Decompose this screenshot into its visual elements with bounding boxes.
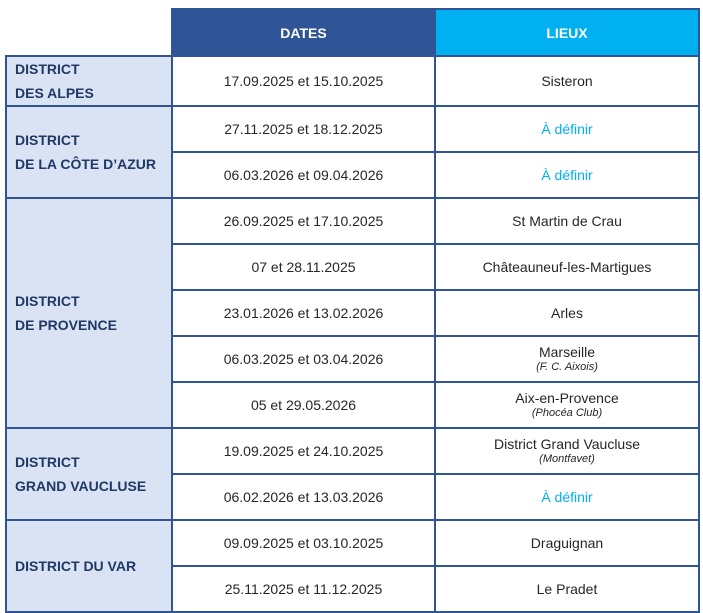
- district-name-line: DE PROVENCE: [15, 317, 117, 333]
- district-name-cell: [6, 428, 172, 520]
- location-tbd: À définir: [541, 488, 593, 505]
- dates-cell: 25.11.2025 et 11.12.2025: [172, 566, 435, 612]
- host-club: (Phocéa Club): [531, 407, 603, 419]
- location-name: Sisteron: [541, 72, 593, 89]
- table-row: [6, 520, 699, 566]
- location-cell: [435, 244, 699, 290]
- lieux-header: LIEUX: [435, 9, 699, 56]
- district-name-line: DES ALPES: [15, 85, 94, 101]
- host-club: (Montfavet): [539, 453, 595, 465]
- dates-cell: 06.03.2026 et 09.04.2026: [172, 152, 435, 198]
- dates-cell: 09.09.2025 et 03.10.2025: [172, 520, 435, 566]
- district-name-cell: [6, 56, 172, 106]
- location-name: St Martin de Crau: [512, 212, 622, 229]
- location-cell: [435, 428, 699, 474]
- dates-cell: 26.09.2025 et 17.10.2025: [172, 198, 435, 244]
- location-cell: [435, 198, 699, 244]
- host-club: (F. C. Aixois): [536, 361, 598, 373]
- dates-cell: 27.11.2025 et 18.12.2025: [172, 106, 435, 152]
- location-name: Le Pradet: [536, 580, 598, 597]
- dates-cell: 05 et 29.05.2026: [172, 382, 435, 428]
- location-cell: [435, 290, 699, 336]
- location-name: Arles: [551, 304, 583, 321]
- table-row: [6, 106, 699, 152]
- location-cell: [435, 56, 699, 106]
- dates-cell: 07 et 28.11.2025: [172, 244, 435, 290]
- schedule-body: [6, 56, 699, 612]
- district-name-line: DISTRICT: [15, 293, 80, 309]
- location-cell: [435, 566, 699, 612]
- table-row: [6, 428, 699, 474]
- location-name: Aix-en-Provence: [515, 390, 619, 406]
- district-name-line: DISTRICT: [15, 132, 80, 148]
- dates-header: DATES: [172, 9, 435, 56]
- location-cell: [435, 382, 699, 428]
- district-name-line: DE LA CÔTE D’AZUR: [15, 156, 157, 172]
- location-name: Marseille: [538, 344, 595, 360]
- district-name-cell: [6, 106, 172, 198]
- dates-cell: 06.02.2026 et 13.03.2026: [172, 474, 435, 520]
- location-tbd: À définir: [541, 166, 593, 183]
- location-cell: [435, 152, 699, 198]
- corner-cell: [6, 9, 172, 56]
- location-cell: [435, 106, 699, 152]
- dates-cell: 19.09.2025 et 24.10.2025: [172, 428, 435, 474]
- table-row: [6, 198, 699, 244]
- location-name: Draguignan: [530, 534, 604, 551]
- district-name-line: GRAND VAUCLUSE: [15, 478, 147, 494]
- district-name-line: DISTRICT: [15, 454, 80, 470]
- dates-cell: 06.03.2025 et 03.04.2026: [172, 336, 435, 382]
- location-cell: [435, 336, 699, 382]
- district-name-line: DISTRICT DU VAR: [15, 558, 137, 574]
- district-name-cell: [6, 198, 172, 428]
- location-cell: [435, 520, 699, 566]
- location-tbd: À définir: [541, 120, 593, 137]
- location-cell: [435, 474, 699, 520]
- header-row: [6, 9, 699, 56]
- table-row: [6, 56, 699, 106]
- district-name-cell: [6, 520, 172, 612]
- dates-cell: 23.01.2026 et 13.02.2026: [172, 290, 435, 336]
- location-name: District Grand Vaucluse: [493, 436, 640, 452]
- district-name-line: DISTRICT: [15, 61, 80, 77]
- dates-cell: 17.09.2025 et 15.10.2025: [172, 56, 435, 106]
- schedule-table: [5, 8, 700, 613]
- location-name: Châteauneuf-les-Martigues: [482, 258, 652, 275]
